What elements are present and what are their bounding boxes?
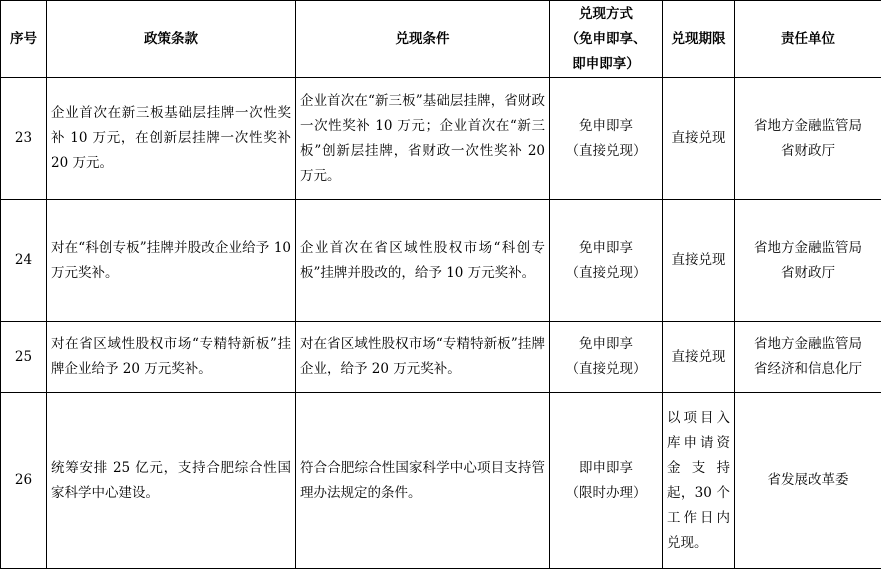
cell-conditions: 企业首次在“新三板”基础层挂牌，省财政一次性奖补 10 万元；企业首次在“新三板”创新层挂牌，省财政一次性奖补 20 万元。 [296, 78, 550, 200]
cell-unit [735, 322, 881, 393]
cell-seq: 26 [1, 393, 47, 569]
cell-policy: 企业首次在新三板基础层挂牌一次性奖补 10 万元，在创新层挂牌一次性奖补 20 万元。 [47, 78, 296, 200]
header-method-line1: 兑现方式 [579, 5, 633, 22]
cell-method-line1: 即申即享 [579, 459, 633, 476]
table-row [1, 200, 881, 322]
cell-method-line2: （直接兑现） [565, 264, 647, 281]
cell-period: 直接兑现 [663, 78, 735, 200]
header-method-line3: 即申即享） [572, 55, 640, 72]
cell-policy: 统筹安排 25 亿元，支持合肥综合性国家科学中心建设。 [47, 393, 296, 569]
cell-period: 以项目入库申请资金支持起，30 个工作日内兑现。 [663, 393, 735, 569]
cell-unit-line2: 省经济和信息化厅 [754, 361, 862, 377]
cell-method-line2: （直接兑现） [565, 142, 647, 159]
table-row [1, 78, 881, 200]
cell-seq: 24 [1, 200, 47, 322]
cell-unit [735, 393, 881, 569]
header-row [1, 1, 881, 78]
cell-unit-line2: 省财政厅 [781, 142, 835, 159]
cell-policy: 对在省区域性股权市场“专精特新板”挂牌企业给予 20 万元奖补。 [47, 322, 296, 393]
cell-unit-line1: 省发展改革委 [767, 472, 849, 488]
header-policy: 政策条款 [47, 1, 296, 78]
table-row [1, 393, 881, 569]
cell-method [550, 78, 663, 200]
cell-conditions: 符合合肥综合性国家科学中心项目支持管理办法规定的条件。 [296, 393, 550, 569]
cell-unit-line1: 省地方金融监管局 [754, 239, 862, 256]
header-seq: 序号 [1, 1, 47, 78]
cell-method [550, 322, 663, 393]
cell-seq: 25 [1, 322, 47, 393]
header-unit: 责任单位 [735, 1, 881, 78]
cell-period: 直接兑现 [663, 322, 735, 393]
cell-method-line2: （直接兑现） [565, 361, 647, 377]
cell-seq: 23 [1, 78, 47, 200]
cell-method [550, 200, 663, 322]
cell-unit-line2: 省财政厅 [781, 264, 835, 281]
header-method-line2: （免申即享、 [565, 30, 647, 47]
cell-method-line1: 免申即享 [579, 239, 633, 256]
cell-method [550, 393, 663, 569]
cell-period: 直接兑现 [663, 200, 735, 322]
cell-method-line1: 免申即享 [579, 117, 633, 134]
table-row [1, 322, 881, 393]
cell-policy: 对在“科创专板”挂牌并股改企业给予 10 万元奖补。 [47, 200, 296, 322]
cell-method-line1: 免申即享 [579, 336, 633, 352]
header-conditions: 兑现条件 [296, 1, 550, 78]
cell-method-line2: （限时办理） [565, 484, 647, 501]
header-method [550, 1, 663, 78]
cell-unit [735, 200, 881, 322]
cell-unit-line1: 省地方金融监管局 [754, 117, 862, 134]
cell-unit-line1: 省地方金融监管局 [754, 336, 862, 352]
cell-conditions: 企业首次在省区域性股权市场“科创专板”挂牌并股改的，给予 10 万元奖补。 [296, 200, 550, 322]
header-period: 兑现期限 [663, 1, 735, 78]
cell-conditions: 对在省区域性股权市场“专精特新板”挂牌企业，给予 20 万元奖补。 [296, 322, 550, 393]
cell-unit [735, 78, 881, 200]
